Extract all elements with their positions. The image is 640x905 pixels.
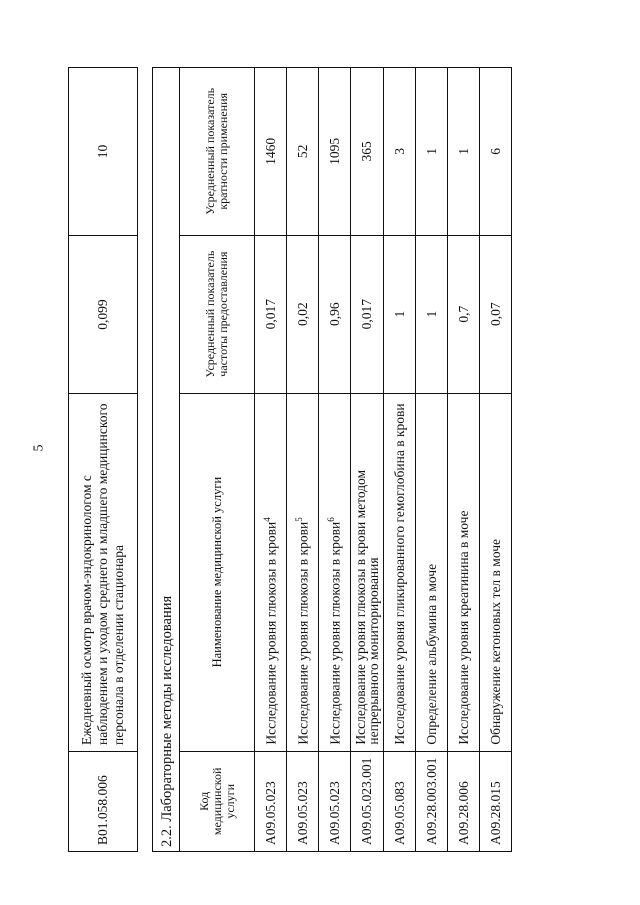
- multiplicity-value: 1460: [255, 68, 287, 236]
- multiplicity-value: 10: [69, 68, 138, 236]
- footnote-mark: 4: [261, 517, 272, 522]
- service-name-text: Исследование уровня гликированного гемоглобина в крови: [391, 403, 407, 745]
- service-name-text: Исследование уровня глюкозы в крови: [327, 521, 343, 745]
- multiplicity-value: 52: [287, 68, 319, 236]
- service-code: A09.05.023: [255, 751, 287, 851]
- section-title: 2.2. Лабораторные методы исследования: [153, 68, 180, 852]
- header-frequency: Усредненный показатель частоты предоставления: [180, 235, 255, 393]
- header-multiplicity: Усредненный показатель кратности применения: [180, 68, 255, 236]
- service-name: [448, 393, 480, 751]
- header-name: Наименование медицинской услуги: [180, 393, 255, 751]
- service-name: Ежедневный осмотр врачом-эндокринологом с наблюдением и уходом среднего и младшего медицинского персонала в отделении стационара: [69, 394, 138, 752]
- table-row: [480, 68, 512, 852]
- frequency-value: 0,07: [480, 235, 512, 393]
- service-name-text: Исследование уровня креатинина в моче: [455, 510, 471, 745]
- multiplicity-value: 1095: [319, 68, 351, 236]
- frequency-value: 1: [416, 235, 448, 393]
- service-name: [255, 393, 287, 751]
- footnote-mark: 5: [293, 517, 304, 522]
- service-code: A09.05.023: [287, 751, 319, 851]
- service-name-text: Обнаружение кетоновых тел в моче: [487, 538, 503, 745]
- rotated-document: [68, 67, 640, 852]
- service-name: [480, 393, 512, 751]
- frequency-value: 0,017: [255, 235, 287, 393]
- service-code: B01.058.006: [69, 752, 138, 852]
- table-row: [69, 68, 138, 852]
- frequency-value: 0,017: [351, 235, 384, 393]
- table-row: [351, 68, 384, 852]
- table-row: [319, 68, 351, 852]
- frequency-value: 0,099: [69, 236, 138, 394]
- service-code: A09.28.006: [448, 751, 480, 851]
- service-name-text: Определение альбумина в моче: [423, 563, 439, 745]
- frequency-value: 1: [384, 235, 416, 393]
- multiplicity-value: 1: [416, 68, 448, 236]
- table-row: [416, 68, 448, 852]
- service-name: [287, 393, 319, 751]
- service-code: A09.05.083: [384, 751, 416, 851]
- header-row: [180, 68, 255, 852]
- table-row: [255, 68, 287, 852]
- service-name: [384, 393, 416, 751]
- service-name-text: Исследование уровня глюкозы в крови методом непрерывного мониторирования: [353, 469, 381, 745]
- multiplicity-value: 1: [448, 68, 480, 236]
- frequency-value: 0,02: [287, 235, 319, 393]
- table-row: [448, 68, 480, 852]
- multiplicity-value: 365: [351, 68, 384, 236]
- footnote-mark: 6: [325, 517, 336, 522]
- frequency-value: 0,96: [319, 235, 351, 393]
- service-code: A09.05.023.001: [351, 751, 384, 851]
- service-name: [319, 393, 351, 751]
- service-name-text: Исследование уровня глюкозы в крови: [295, 521, 311, 745]
- service-code: A09.28.015: [480, 751, 512, 851]
- page-number: 5: [31, 444, 47, 452]
- table-row: [287, 68, 319, 852]
- service-name-text: Исследование уровня глюкозы в крови: [263, 521, 279, 745]
- multiplicity-value: 6: [480, 68, 512, 236]
- header-code: Код медицинской услуги: [180, 751, 255, 851]
- lab-table: [152, 67, 512, 852]
- service-code: A09.05.023: [319, 751, 351, 851]
- multiplicity-value: 3: [384, 68, 416, 236]
- frequency-value: 0,7: [448, 235, 480, 393]
- service-code: A09.28.003.001: [416, 751, 448, 851]
- table-row: [384, 68, 416, 852]
- service-name: [416, 393, 448, 751]
- service-name: [351, 393, 384, 751]
- top-table: [68, 67, 138, 852]
